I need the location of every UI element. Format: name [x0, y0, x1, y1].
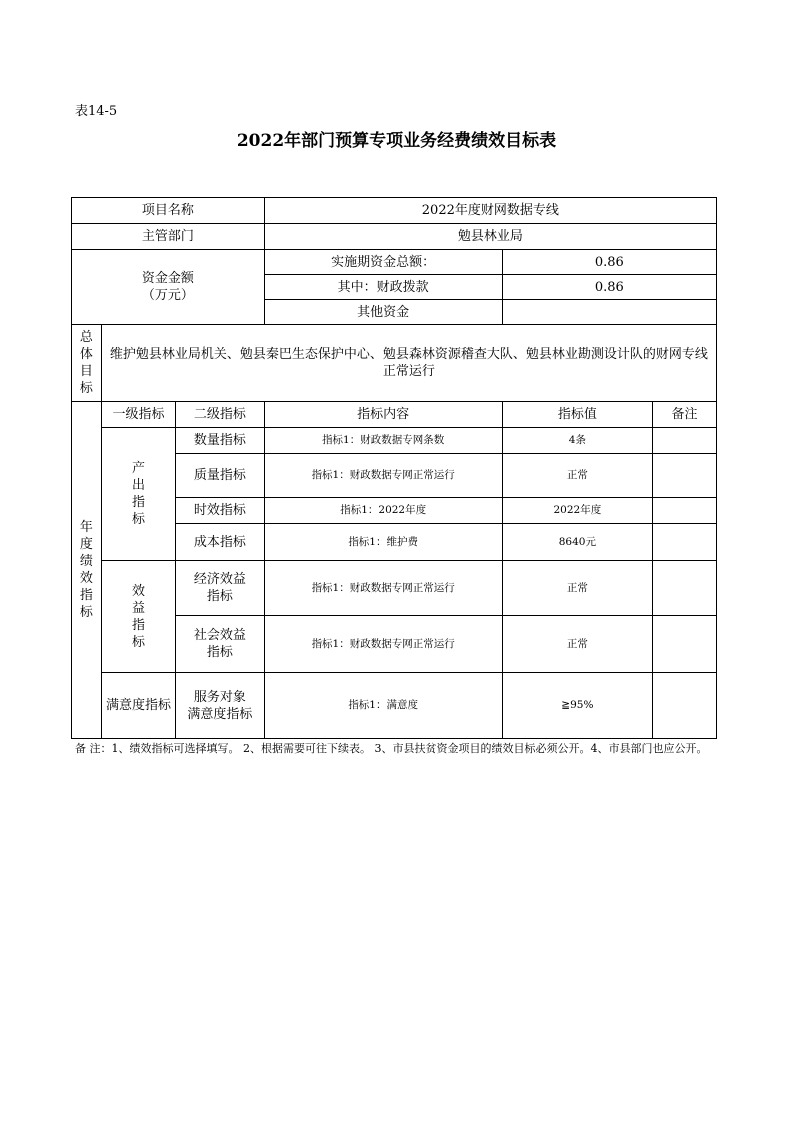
header-content: 指标内容	[264, 402, 502, 428]
row-remark	[653, 673, 717, 739]
row-value: ≧95%	[502, 673, 652, 739]
row-remark	[653, 498, 717, 524]
table-number: 表14-5	[75, 104, 118, 119]
row-content: 指标1：2022年度	[264, 498, 502, 524]
row-content: 指标1：财政数据专网正常运行	[264, 454, 502, 498]
funds-label: 资金金额 （万元）	[72, 250, 265, 325]
row-value: 正常	[502, 454, 652, 498]
row-level2: 社会效益 指标	[176, 616, 265, 673]
annual-indicator-label: 年 度 绩 效 指 标	[72, 402, 102, 739]
header-level2: 二级指标	[176, 402, 265, 428]
header-level1: 一级指标	[101, 402, 175, 428]
row-level2: 时效指标	[176, 498, 265, 524]
project-name-label: 项目名称	[72, 198, 265, 224]
row-content: 指标1：满意度	[264, 673, 502, 739]
row-content: 指标1：维护费	[264, 524, 502, 561]
other-funds-label: 其他资金	[264, 300, 502, 325]
row-content: 指标1：财政数据专网正常运行	[264, 561, 502, 616]
row-value: 4条	[502, 428, 652, 454]
dept-value: 勉县林业局	[264, 224, 716, 250]
row-content: 指标1：财政数据专网正常运行	[264, 616, 502, 673]
other-funds-value	[502, 300, 716, 325]
row-level2: 服务对象 满意度指标	[176, 673, 265, 739]
row-remark	[653, 561, 717, 616]
footnote: 备 注：1、绩效指标可选择填写。 2、根据需要可往下续表。 3、市县扶贫资金项目的绩效目标必须公开。4、市县部门也应公开。	[75, 742, 708, 755]
project-name-value: 2022年度财网数据专线	[264, 198, 716, 224]
total-funds-label: 实施期资金总额：	[264, 250, 502, 275]
page-title: 2022年部门预算专项业务经费绩效目标表	[236, 131, 557, 151]
row-value: 正常	[502, 561, 652, 616]
output-indicator-label: 产 出 指 标	[101, 428, 175, 561]
header-value: 指标值	[502, 402, 652, 428]
row-value: 8640元	[502, 524, 652, 561]
fiscal-funds-value: 0.86	[502, 275, 716, 300]
fiscal-funds-label: 其中：财政拨款	[264, 275, 502, 300]
goal-text: 维护勉县林业局机关、勉县秦巴生态保护中心、勉县森林资源稽查大队、勉县林业勘测设计队的财网专线正常运行	[101, 325, 716, 402]
row-content: 指标1：财政数据专网条数	[264, 428, 502, 454]
total-funds-value: 0.86	[502, 250, 716, 275]
row-remark	[653, 454, 717, 498]
satisfaction-indicator-label: 满意度指标	[101, 673, 175, 739]
row-remark	[653, 428, 717, 454]
goal-label: 总 体 目 标	[72, 325, 102, 402]
row-level2: 质量指标	[176, 454, 265, 498]
row-level2: 成本指标	[176, 524, 265, 561]
row-level2: 数量指标	[176, 428, 265, 454]
performance-table	[71, 197, 717, 739]
row-value: 正常	[502, 616, 652, 673]
row-remark	[653, 616, 717, 673]
dept-label: 主管部门	[72, 224, 265, 250]
header-remark: 备注	[653, 402, 717, 428]
benefit-indicator-label: 效 益 指 标	[101, 561, 175, 673]
row-value: 2022年度	[502, 498, 652, 524]
row-remark	[653, 524, 717, 561]
row-level2: 经济效益 指标	[176, 561, 265, 616]
